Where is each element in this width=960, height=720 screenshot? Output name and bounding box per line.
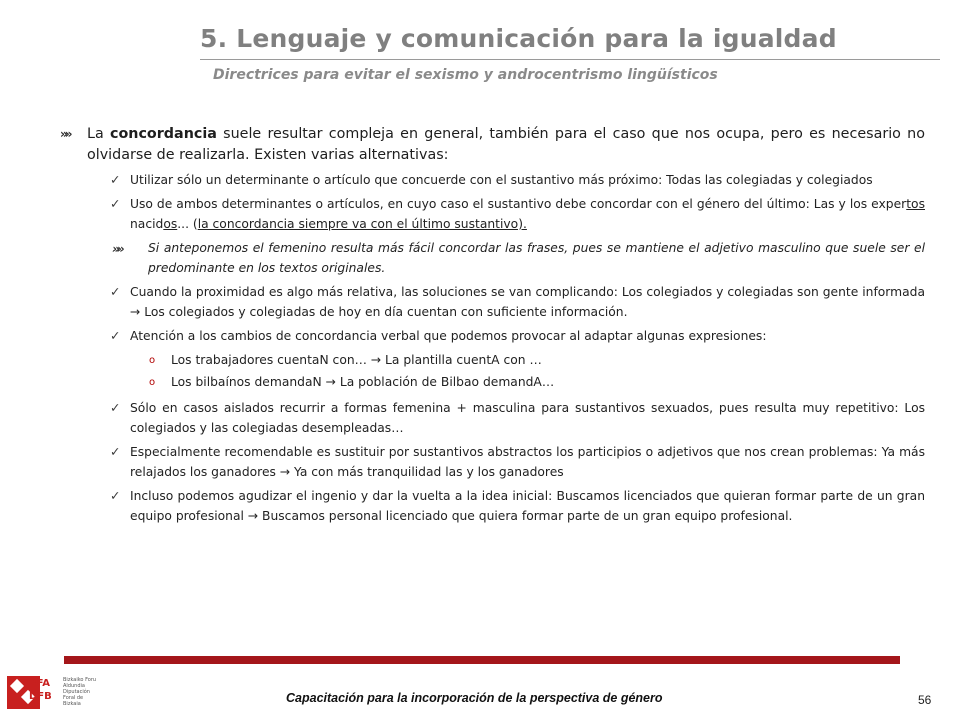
list-item: ✓ Especialmente recomendable es sustituir por sustantivos abstractos los participios o adjetivos que nos crean problemas: Ya más relajados los ganadores → Ya con más tranquilidad las y los ganadores <box>110 444 925 479</box>
page-title: 5. Lenguaje y comunicación para la igualdad <box>200 24 837 53</box>
double-arrow-icon: »» <box>112 242 122 256</box>
list-item: ✓ Atención a los cambios de concordancia verbal que podemos provocar al adaptar algunas expresiones: <box>60 326 925 346</box>
check-icon: ✓ <box>110 444 121 459</box>
list-item: ✓ Sólo en casos aislados recurrir a formas femenina + masculina para sustantivos sexuados, pues resulta muy repetitivo: Los colegiados y las colegiadas desempleadas… <box>110 400 925 435</box>
slide-content <box>60 124 925 530</box>
check-icon: ✓ <box>110 284 121 299</box>
note-item: »» Si anteponemos el femenino resulta más fácil concordar las frases, pues se mantiene el adjetivo masculino que suele ser el predominante en los textos originales. <box>112 241 925 275</box>
list-item: ✓ Cuando la proximidad es algo más relativa, las soluciones se van complicando: Los colegiados y colegiadas son gente informada → Los colegiados y colegiadas de hoy en día cuentan con suficiente información. <box>110 284 925 319</box>
keyword-concordancia: concordancia <box>109 126 217 142</box>
list-item: ✓ Uso de ambos determinantes o artículos, en cuyo caso el sustantivo debe concordar con el género del último: Las y los expertos nacidos... (la concordancia siempre va con el último sustantivo). <box>110 196 925 231</box>
circle-icon: o <box>149 377 156 388</box>
intro-paragraph: »» La concordancia suele resultar compleja en general, también para el caso que nos ocupa, pero es necesario no olvidarse de realizarla. Existen varias alternativas: <box>60 126 925 163</box>
title-divider <box>200 59 940 60</box>
list-item: ✓ Utilizar sólo un determinante o artículo que concuerde con el sustantivo más próximo: Todas las colegiadas y colegiados <box>60 170 925 190</box>
logo-caption: Bizkaiko Foru Aldundia Diputación Foral de Bizkaia <box>63 677 97 707</box>
circle-icon: o <box>149 355 156 366</box>
logo-wordmark: BFA DFB <box>29 678 52 702</box>
check-icon: ✓ <box>110 328 121 343</box>
sub-list-item: o Los bilbaínos demandaN → La población de Bilbao demandA… <box>60 372 925 392</box>
page-number: 56 <box>918 693 932 707</box>
bfa-dfb-logo <box>7 676 97 710</box>
check-icon: ✓ <box>110 172 121 187</box>
footer-caption: Capacitación para la incorporación de la perspectiva de género <box>286 691 663 705</box>
list-item: ✓ Incluso podemos agudizar el ingenio y dar la vuelta a la idea inicial: Buscamos licenciados que quieran formar parte de un gran equipo profesional → Buscamos personal licenciado que quiera formar parte de un gran equipo profesional. <box>110 488 925 523</box>
footer-divider <box>64 656 900 664</box>
double-arrow-icon: »» <box>60 127 70 141</box>
page-subtitle: Directrices para evitar el sexismo y androcentrismo lingüísticos <box>213 67 718 83</box>
check-icon: ✓ <box>110 488 121 503</box>
sub-list-item: o Los trabajadores cuentaN con… → La plantilla cuentA con … <box>60 350 925 370</box>
check-icon: ✓ <box>110 196 121 211</box>
check-icon: ✓ <box>110 400 121 415</box>
